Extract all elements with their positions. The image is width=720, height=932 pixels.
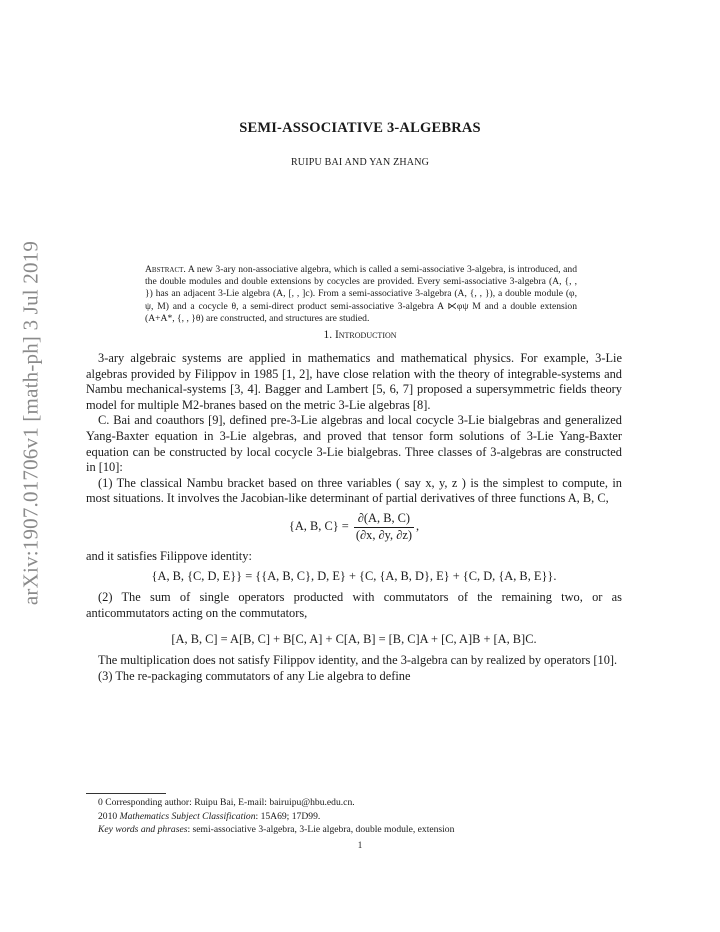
footnote-keywords [86, 823, 622, 837]
equation-numerator: ∂(A, B, C) [354, 511, 414, 528]
paragraph: (1) The classical Nambu bracket based on three variables ( say x, y, z ) is the simplest to compute, in most situations. It involves the Jacobian-like determinant of partial derivatives of three functions A, B, C, [86, 475, 622, 506]
arxiv-identifier-text: arXiv:1907.01706v1 [math-ph] 3 Jul 2019 [18, 240, 43, 606]
footnote-corresponding-author: 0 Corresponding author: Ruipu Bai, E-mail: bairuipu@hbu.edu.cn. [98, 797, 355, 808]
paper-authors: RUIPU BAI AND YAN ZHANG [290, 157, 430, 168]
abstract [145, 264, 577, 325]
footnotes [86, 796, 622, 837]
footnote-msc [86, 810, 622, 824]
paragraph: (2) The sum of single operators producted with commutators of the remaining two, or as anticommutators acting on the commutators, [86, 590, 622, 620]
equation-nambu-bracket [86, 511, 622, 543]
paragraph: and it satisfies Filippove identity: [86, 549, 252, 564]
equation-denominator: (∂x, ∂y, ∂z) [355, 527, 412, 542]
abstract-text: A new 3-ary non-associative algebra, which is called a semi-associative 3-algebra, is introduced, and the double modules and double extensions by cocycles are provided. Every semi-associative 3-algebra (A, {, , }) has an adjacent 3-Lie algebra (A, [, , ]c). From a semi-associative 3-algebra (A, {, , }), a double module (φ, ψ, M) and a cocycle θ, a semi-direct product semi-associative 3-algebra A ⋉φψ M and a double extension (A+A*, {, , }θ) are constructed, and structures are studied. [145, 264, 577, 324]
paragraph: (3) The re-packaging commutators of any Lie algebra to define [98, 668, 411, 683]
page-number: 1 [357, 840, 363, 850]
paragraph: The multiplication does not satisfy Filippov identity, and the 3-algebra can by realized by operators [10]. [98, 653, 618, 668]
footnote-keywords-label: Key words and phrases [98, 824, 188, 836]
footnote-msc-prefix: 2010 [98, 810, 120, 822]
section-number: 1. [323, 329, 333, 341]
equation-lhs: {A, B, C} = [288, 518, 349, 533]
abstract-label: Abstract. [145, 264, 186, 275]
section-heading [0, 329, 720, 341]
paragraph: C. Bai and coauthors [9], defined pre-3-Lie algebras and local cocycle 3-Lie bialgebras and generalized Yang-Baxter equation in 3-Lie algebras, and proved that tensor form solutions of 3-Lie Yang-Baxter equation can be constructed by local cocycle 3-Lie bialgebras. Three classes of 3-algebras are constructed in [10]: [86, 413, 622, 475]
footnote-divider [86, 793, 166, 794]
section-title: Introduction [334, 329, 397, 341]
footnote-keywords-text: : semi-associative 3-algebra, 3-Lie algebra, double module, extension [187, 824, 455, 836]
footnote-msc-label: Mathematics Subject Classification [119, 810, 256, 822]
paper-body [86, 351, 622, 684]
footnote-msc-text: : 15A69; 17D99. [255, 810, 321, 822]
equation-filippov-identity: {A, B, {C, D, E}} = {{A, B, C}, D, E} + {C, {A, B, D}, E} + {C, D, {A, B, E}}. [151, 568, 557, 583]
equation-tail: , [415, 518, 420, 533]
equation-fraction [354, 511, 414, 543]
arxiv-identifier-sidebar [16, 228, 46, 618]
equation-commutators: [A, B, C] = A[B, C] + B[C, A] + C[A, B] = [B, C]A + [C, A]B + [A, B]C. [171, 631, 537, 646]
paper-title: SEMI-ASSOCIATIVE 3-ALGEBRAS [239, 120, 481, 136]
paragraph: 3-ary algebraic systems are applied in mathematics and mathematical physics. For example, 3-Lie algebras provided by Filippov in 1985 [1, 2], have close relation with the theory of integrable-systems and Nambu mechanical-systems [3, 4]. Bagger and Lambert [5, 6, 7] proposed a supersymmetric fields theory model for multiple M2-branes based on the metric 3-Lie algebras [8]. [86, 351, 622, 412]
